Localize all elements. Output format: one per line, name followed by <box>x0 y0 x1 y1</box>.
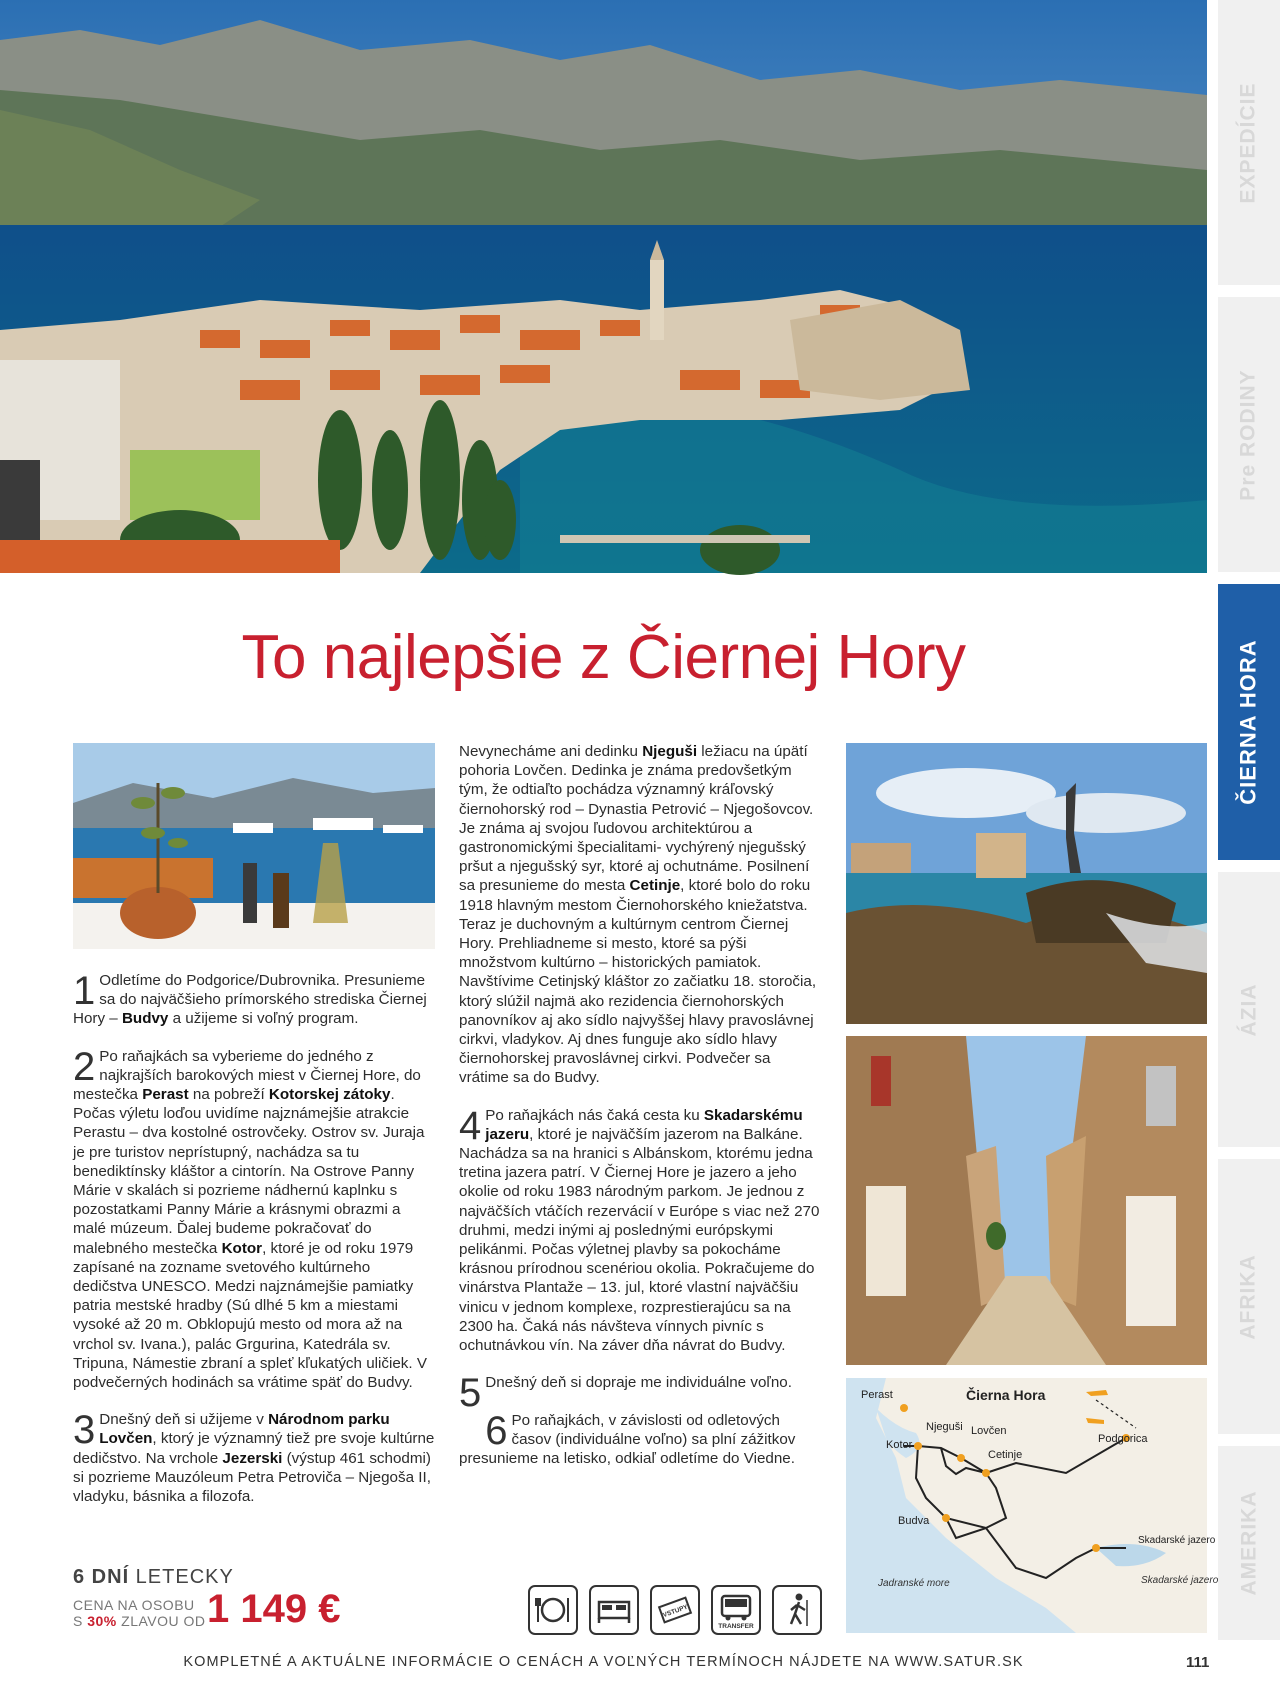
hero-photo-budva <box>0 0 1207 573</box>
day-number: 4 <box>459 1103 482 1148</box>
side-tab-pre-rodiny[interactable] <box>1218 297 1280 572</box>
side-tab-amerika[interactable] <box>1218 1446 1280 1640</box>
map-label-podgorica: Podgorica <box>1098 1433 1148 1445</box>
price-label-suffix: ZLAVOU OD <box>116 1613 206 1629</box>
duration-type: LETECKY <box>129 1566 234 1588</box>
meals-icon <box>528 1585 578 1635</box>
side-tab-cierna-hora[interactable] <box>1218 584 1280 860</box>
itinerary-highlight: Njeguši <box>642 743 698 760</box>
itinerary-text: , ktorý je významný tiež pre svoje kultúrne dedičstvo. Na vrchole <box>73 1430 435 1467</box>
day-number: 6 <box>485 1408 508 1453</box>
map-label-lovcen: Lovčen <box>971 1425 1007 1437</box>
itinerary-text: Po raňajkách sa vyberieme do jedného z najkrajších barokových miest v Čiernej Hore, do mestečka <box>73 1047 421 1104</box>
page-title: To najlepšie z Čiernej Hory <box>241 623 966 692</box>
itinerary-text: na pobreží <box>188 1086 269 1104</box>
itinerary-day-2 <box>73 1044 435 1393</box>
price-label-prefix: S <box>73 1613 88 1629</box>
side-tab-expedicie[interactable] <box>1218 0 1280 285</box>
itinerary-highlight: Skadarskému jazeru <box>485 1106 803 1143</box>
price-box <box>73 1566 341 1643</box>
itinerary-text: ležiacu na úpätí pohoria Lovčen. Dedinka je známa predovšetkým tým, že odtiaľto pochádza významný kráľovský čiernohorský rod – Dynastia Petrović – Njegošovcov. Je známa aj svojou ľudovou architektúrou a gastronomickými špecialitami- vychýrený njegušský pršut a njegušský syr, ktoré aj ochutnáme. Posilnení sa presunieme do mesta <box>459 743 814 895</box>
itinerary-highlight: Jezerski <box>222 1449 283 1467</box>
itinerary-text: Po raňajkách, v závislosti od odletových časov (individuálne voľno) sa plní zážitkov presunieme na letisko, odkiaľ odletíme do Viedne. <box>459 1411 796 1467</box>
price-label <box>73 1597 206 1629</box>
price-label-line1: CENA NA OSOBU <box>73 1597 195 1613</box>
itinerary-text: Dnešný deň si dopraje me individuálne voľno. <box>485 1374 792 1392</box>
duration-days: 6 DNÍ <box>73 1566 130 1588</box>
itinerary-day-5 <box>459 1371 821 1416</box>
itinerary-text: , ktoré je najväčším jazerom na Balkáne. Nachádza sa na hranici s Albánskom, ktorému jedna tretina jazera patrí. V Čiernej Hore je jazero a jeho okolie od roku 1983 národným parkom. Je jednou z najväčších vtáčích rezervácií v Európe s viac než 270 druhmi, medzi inými aj poslednými európskymi pelikánmi. Počas výletnej plavby sa pokocháme krásnou prírodnou scenériou okolia. Pokračujeme do vinárstva Plantaže – 13. jul, ktoré vlastní najväčšiu vinicu v jednom komplexe, rozprestierajúcu sa na 2300 ha. Čaká nás návšteva vínnych pivníc s ochutnávkou vín. Na záver dňa návrat do Budvy. <box>459 1125 820 1355</box>
side-tab-label: AMERIKA <box>1237 1490 1260 1596</box>
photo-terrace-sea <box>73 743 435 949</box>
day-number: 3 <box>73 1408 96 1453</box>
discount-percent: 30% <box>87 1613 117 1629</box>
itinerary-highlight: Národnom parku Lovčen <box>99 1411 390 1448</box>
page-number: 111 <box>1186 1654 1210 1671</box>
map-label-budva: Budva <box>898 1515 930 1527</box>
itinerary-day-6 <box>459 1408 821 1469</box>
itinerary-text: Nevynecháme ani dedinku <box>459 743 643 760</box>
side-tab-label: ČIERNA HORA <box>1236 639 1262 805</box>
hotel-bed-icon <box>589 1585 639 1635</box>
entrance-ticket-icon <box>650 1585 700 1635</box>
itinerary-highlight: Perast <box>142 1086 189 1104</box>
itinerary-highlight: Kotorskej zátoky <box>268 1086 391 1104</box>
price-label-line2 <box>73 1613 206 1629</box>
itinerary-text: , ktoré je od roku 1979 zapísané na zozname svetového kultúrneho dedičstva UNESCO. Medzi najznámejšie pamiatky patria mestské hradby (Sú dlhé 5 km a miestami vysoké až 20 m. Obklopujú mesto od mora až na vrchol sv. Ivana.), palác Grgurina, Katedrála sv. Tripuna, Námestie zbraní a spleť kľukatých uličiek. V podvečerných hodinách sa vrátime späť do Budvy. <box>73 1239 427 1392</box>
itinerary-text: Odletíme do Podgorice/Dubrovnika. Presunieme sa do najväčšieho prímorského strediska Čiernej Hory – <box>73 972 427 1028</box>
footer-info-line: KOMPLETNÉ A AKTUÁLNE INFORMÁCIE O CENÁCH A VOĽNÝCH TERMÍNOCH NÁJDETE NA WWW.SATUR.SK <box>183 1654 1024 1670</box>
map-label-kotor: Kotor <box>886 1439 913 1451</box>
itinerary-day-3-continued <box>459 742 821 1088</box>
day-number: 2 <box>73 1044 96 1089</box>
itinerary-text: (výstup 461 schodmi) si pozrieme Mauzóleum Petra Petroviča – Njegoša II, vladyku, básnika a filozofa. <box>73 1449 431 1506</box>
ticket-icon-label: VSTUPY <box>662 1603 689 1620</box>
price-value: 1 149 € <box>207 1587 341 1631</box>
itinerary-column-left <box>73 971 435 1524</box>
map-label-adriatic-sea: Jadranské more <box>878 1578 950 1589</box>
hiking-icon <box>772 1585 822 1635</box>
map-label-skadarske-jazero: Skadarské jazero <box>1138 1535 1216 1546</box>
side-tab-label: ÁZIA <box>1237 983 1260 1036</box>
map-title: Čierna Hora <box>966 1387 1046 1403</box>
bus-transfer-icon <box>711 1585 761 1635</box>
itinerary-text: a užijeme si voľný program. <box>168 1010 359 1028</box>
itinerary-day-4 <box>459 1103 821 1356</box>
side-tab-afrika[interactable] <box>1218 1159 1280 1434</box>
side-tab-label: EXPEDÍCIE <box>1237 81 1261 204</box>
itinerary-highlight: Kotor <box>221 1239 263 1257</box>
day-number: 5 <box>459 1371 482 1416</box>
map-label-perast: Perast <box>861 1389 893 1401</box>
side-tab-azia[interactable] <box>1218 872 1280 1147</box>
itinerary-highlight: Cetinje <box>629 877 681 895</box>
map-label-njegusi: Njeguši <box>926 1421 963 1433</box>
map-label-cetinje: Cetinje <box>988 1449 1023 1461</box>
bus-icon-label: TRANSFER <box>718 1623 754 1630</box>
itinerary-text: Po raňajkách nás čaká cesta ku <box>485 1106 704 1124</box>
itinerary-text: . Počas výletu loďou uvidíme najznámejšie atrakcie Perastu – dva kostolné ostrovčeky. Ostrov sv. Juraja je pre turistov neprístupný, nachádza sa tu benediktínsky kláštor a cintorín. Na Ostrove Panny Márie v skalách si pozrieme nádhernú kaplnku s pozostatkami Panny Márie a krásnymi obrazmi a malé múzeum. Ďalej budeme pokračovať do malebného mestečka <box>73 1086 425 1257</box>
itinerary-highlight: Budvy <box>121 1010 169 1028</box>
itinerary-day-3 <box>73 1410 435 1506</box>
side-tab-label: Pre RODINY <box>1237 368 1260 501</box>
itinerary-text: Dnešný deň si užijeme v <box>99 1411 269 1429</box>
price-row <box>73 1587 341 1643</box>
included-services-icons <box>528 1585 822 1635</box>
side-tab-label: AFRIKA <box>1237 1253 1261 1340</box>
photo-old-town-alley <box>846 1036 1207 1365</box>
tour-duration <box>73 1566 234 1589</box>
map-label-skadar-lake-water: Skadarské jazero <box>1141 1575 1219 1586</box>
section-side-tabs <box>1218 0 1280 1640</box>
itinerary-text: , ktoré bolo do roku 1918 hlavným mestom Čiernohorského kniežatstva. Teraz je duchovným a kultúrnym centrom Čiernej Hory. Prehliadneme si mesto, ktoré sa pýši množstvom kultúrno – historických pamiatok. Navštívime Cetinjský kláštor zo začiatku 18. storočia, ktorý slúžil najmä ako rezidencia čiernohorských panovníkov aj ako sídlo najvyššej hlavy pravoslávnej cirkvi, vladykov. Aj dnes funguje ako sídlo hlavy čiernohorskej pravoslávnej cirkvi. Podvečer sa vrátime sa do Budvy. <box>459 877 817 1087</box>
itinerary-day-1 <box>73 971 435 1029</box>
day-number: 1 <box>73 969 96 1013</box>
photo-dancer-statue <box>846 743 1207 1024</box>
route-map <box>846 1378 1219 1633</box>
itinerary-column-middle <box>459 742 821 1486</box>
